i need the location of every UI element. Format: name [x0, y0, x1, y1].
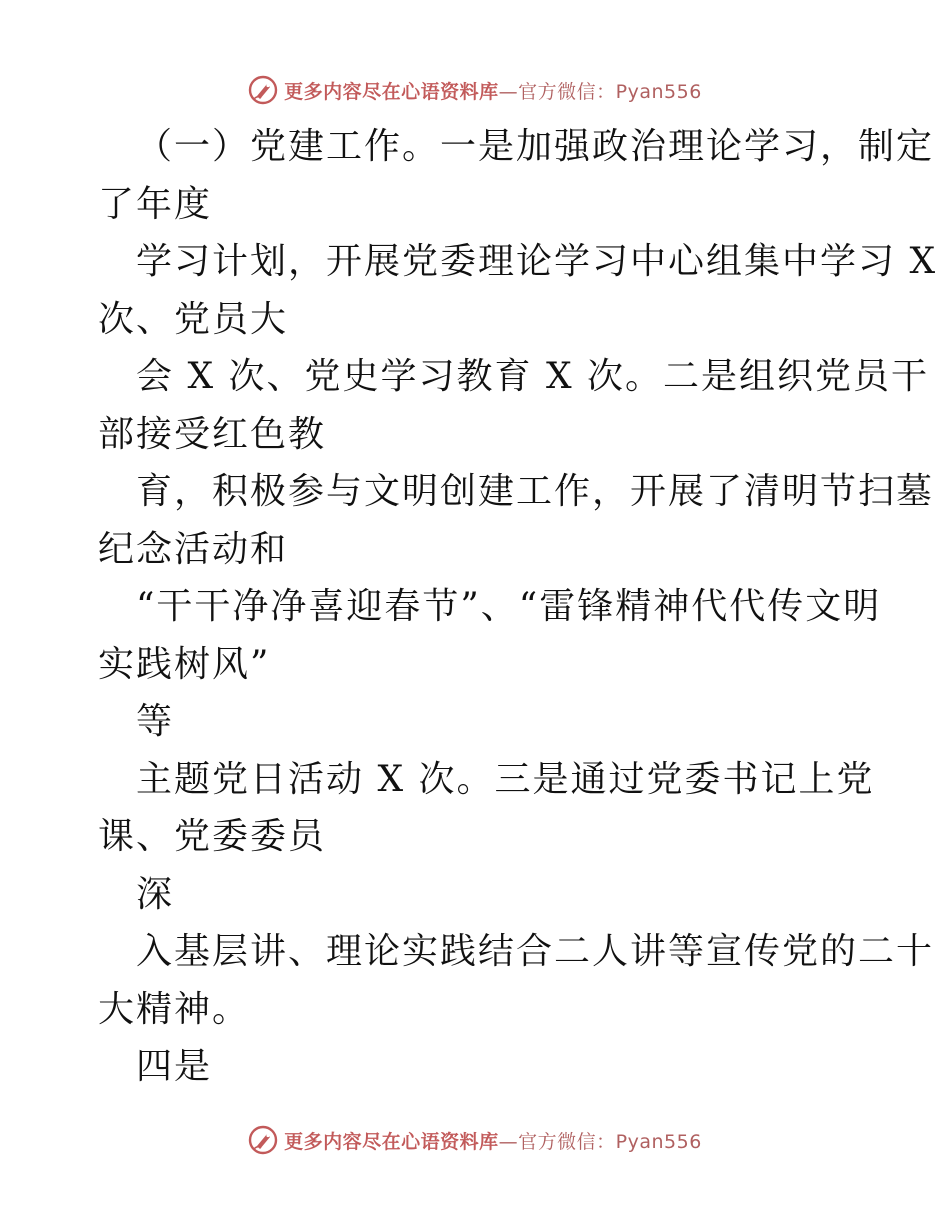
- footer-banner-main: 更多内容尽在心语资料库: [284, 1130, 499, 1153]
- body-line: 四是: [136, 1046, 213, 1087]
- header-banner-suffix: —官方微信：Pyan556: [498, 80, 702, 103]
- header-banner-text: [284, 77, 702, 104]
- body-line: 入基层讲、理论实践结合二人讲等宣传党的二十: [136, 931, 935, 972]
- header-banner-inner: [248, 75, 702, 105]
- body-line: 会 X 次、党史学习教育 X 次。二是组织党员干: [136, 356, 930, 397]
- body-line: 大精神。: [98, 988, 251, 1030]
- footer-banner-text: [284, 1127, 702, 1154]
- header-watermark-banner: [0, 70, 950, 110]
- body-line: 主题党日活动 X 次。三是通过党委书记上党: [136, 758, 875, 800]
- pen-nib-logo-icon: [248, 75, 278, 105]
- body-line: 实践树风”: [98, 643, 271, 685]
- body-line: “干干净净喜迎春节”、“雷锋精神代代传文明: [136, 586, 882, 627]
- body-line: 次、党员大: [98, 298, 289, 340]
- document-body: [98, 118, 938, 1096]
- body-line: 育，积极参与文明创建工作，开展了清明节扫墓: [136, 471, 935, 512]
- body-line: 部接受红色教: [98, 413, 327, 455]
- footer-banner-suffix: —官方微信：Pyan556: [498, 1130, 702, 1153]
- pen-nib-logo-icon: [248, 1125, 278, 1155]
- body-line: 纪念活动和: [98, 528, 289, 570]
- body-line: 深: [136, 873, 175, 915]
- footer-banner-inner: [248, 1125, 702, 1155]
- body-line: 了年度: [98, 183, 213, 225]
- body-line: 学习计划，开展党委理论学习中心组集中学习 X: [136, 241, 938, 282]
- footer-watermark-banner: [0, 1120, 950, 1160]
- header-banner-main: 更多内容尽在心语资料库: [284, 80, 499, 103]
- body-line: 等: [136, 701, 175, 742]
- body-line: （一）党建工作。一是加强政治理论学习，制定: [136, 126, 935, 167]
- body-line: 课、党委委员: [98, 816, 327, 857]
